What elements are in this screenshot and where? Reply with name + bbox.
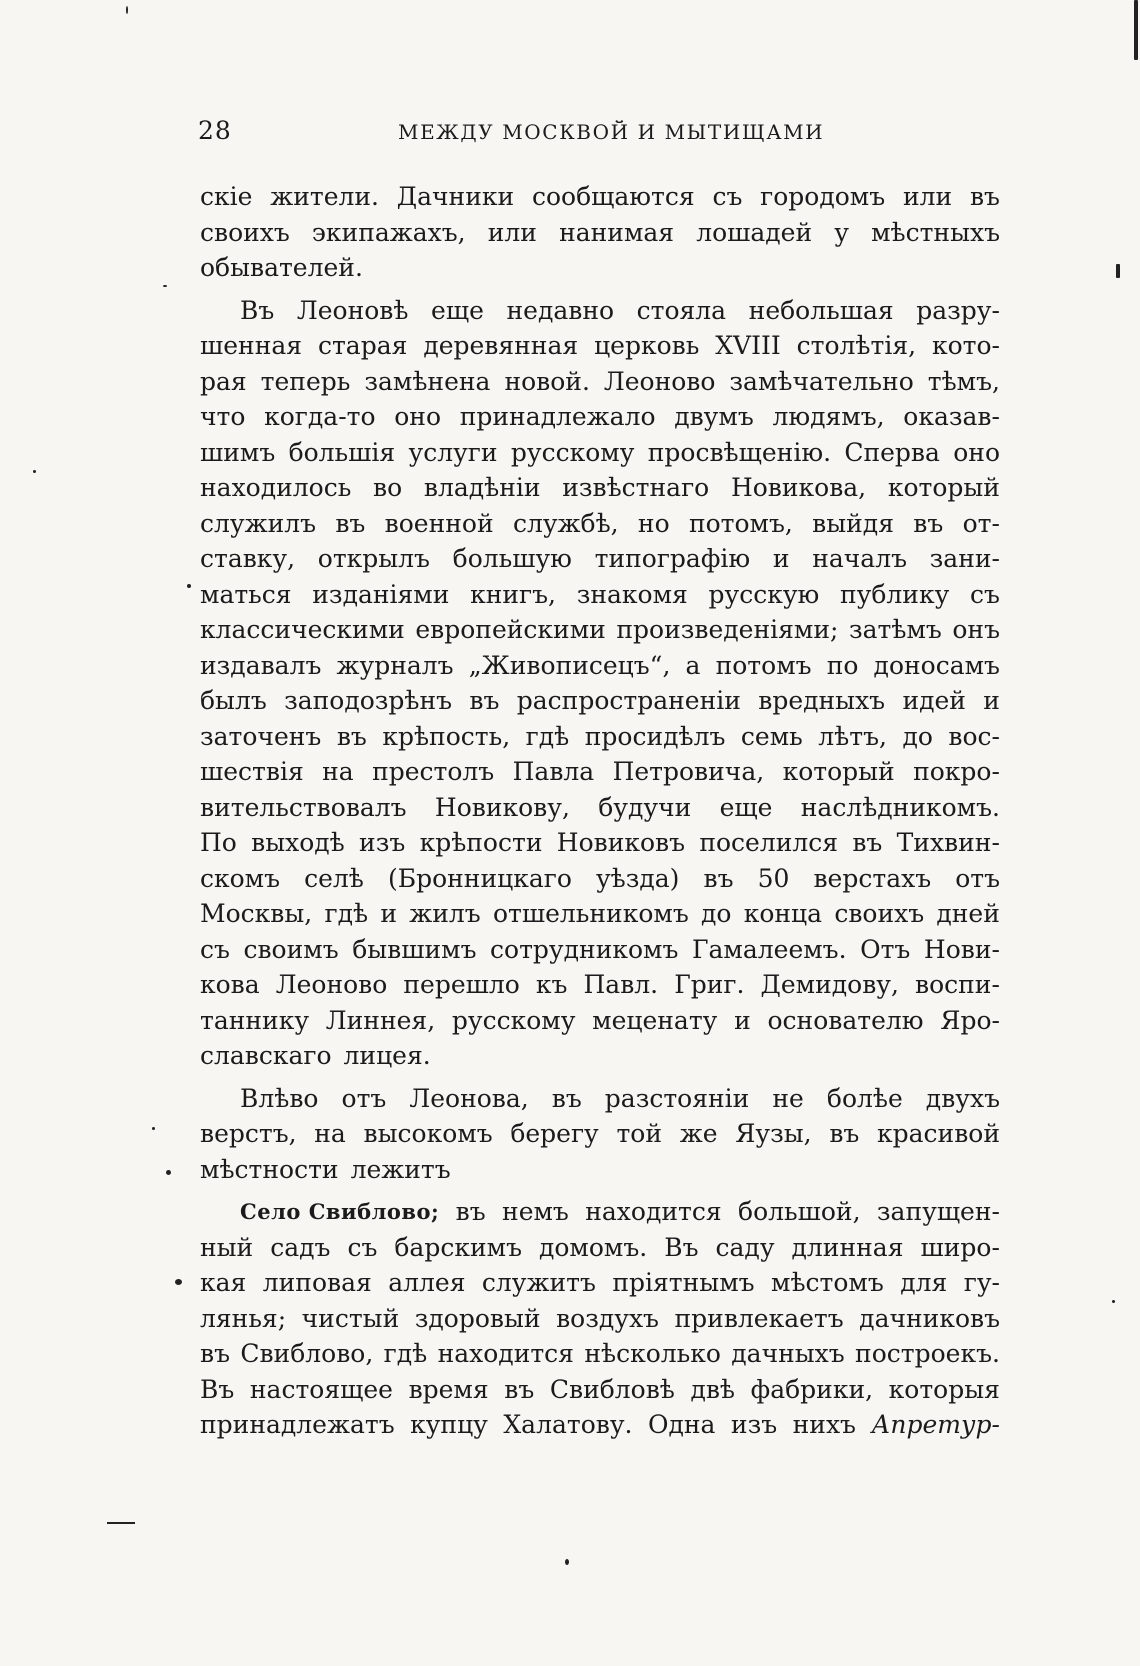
word: нихъ	[792, 1410, 856, 1439]
word: своихъ	[834, 899, 925, 928]
text-line	[200, 1336, 1000, 1372]
word: въ	[336, 721, 367, 751]
text-line	[200, 215, 1000, 251]
word: красивой	[877, 1119, 1000, 1148]
text-line	[200, 967, 1000, 1003]
word: знакомя	[576, 579, 688, 609]
word: которыя	[888, 1374, 1000, 1404]
text-line	[200, 861, 1000, 897]
word: Сперва	[844, 437, 940, 467]
word: въ	[852, 828, 883, 857]
word: изданіями	[312, 579, 450, 609]
word: Леоново	[275, 970, 388, 999]
word: дачныхъ	[731, 1339, 845, 1368]
word: шенная	[200, 331, 303, 360]
word: служилъ	[200, 508, 317, 538]
text-line	[200, 1038, 1000, 1074]
scan-speck	[175, 1279, 182, 1285]
word: и	[983, 686, 1000, 715]
word: Отъ	[860, 934, 911, 964]
word: и	[734, 1005, 751, 1035]
text-line	[200, 1265, 1000, 1301]
word: зани-	[929, 544, 1000, 573]
word: городомъ	[760, 182, 886, 211]
text-line	[200, 1372, 1000, 1408]
word: который	[782, 757, 895, 786]
scan-speck	[1112, 1300, 1115, 1303]
word: Одна	[647, 1410, 716, 1439]
word: и	[772, 544, 790, 573]
word: мѣстомъ	[771, 1268, 884, 1297]
word: служитъ	[481, 1268, 596, 1297]
word: Павл.	[583, 970, 659, 999]
word: Тихвин-	[896, 828, 1000, 857]
word: оказав-	[903, 402, 1000, 431]
word: основателю	[767, 1005, 924, 1035]
word: принадлежало	[459, 402, 656, 431]
word: церковь	[594, 331, 700, 360]
text-line	[200, 179, 1000, 215]
word: людямъ,	[772, 402, 885, 431]
word: время	[408, 1374, 489, 1404]
word: съ	[200, 934, 230, 964]
word: замѣнена	[364, 366, 491, 396]
running-title: МЕЖДУ МОСКВОЙ И МЫТИЩАМИ	[398, 120, 825, 144]
word: дачниковъ	[859, 1303, 1000, 1333]
word: покро-	[913, 757, 1000, 786]
word: фабрики,	[750, 1374, 874, 1404]
word: широ-	[920, 1232, 1000, 1262]
word: Въ	[664, 1232, 699, 1262]
word: верстахъ	[813, 863, 932, 893]
word: жители.	[270, 182, 379, 211]
word: потомъ	[715, 650, 812, 680]
word: еще	[719, 792, 773, 822]
text-line	[200, 648, 1000, 684]
word: недавно	[506, 295, 615, 325]
word: просвѣщенію.	[647, 437, 832, 467]
word: гдѣ	[383, 1339, 428, 1368]
word: Дачники	[396, 182, 515, 211]
word: заподозрѣнъ	[284, 686, 453, 715]
word: Леоново	[603, 366, 716, 396]
word: своимъ	[243, 934, 339, 964]
scan-speck	[163, 285, 167, 287]
word: крѣпости	[419, 828, 543, 857]
text-line	[200, 825, 1000, 861]
word: лицея.	[343, 1041, 431, 1070]
word: воспи-	[915, 970, 1000, 999]
word: нанимая	[559, 217, 675, 247]
word: той	[616, 1119, 663, 1148]
word: отъ	[955, 863, 1000, 893]
word: на	[314, 1119, 346, 1148]
word: разру-	[916, 295, 1000, 325]
word: семь	[740, 721, 803, 751]
word: двухъ	[925, 1083, 1000, 1113]
word: от-	[962, 508, 1000, 538]
word: Въ	[240, 295, 275, 325]
word: онъ	[952, 615, 1000, 644]
word: лянья;	[200, 1303, 287, 1333]
word: поселился	[699, 828, 839, 857]
word: Линнея,	[325, 1005, 436, 1035]
word: Нови-	[923, 934, 1000, 964]
word: кова	[200, 970, 260, 999]
word: мѣстности	[200, 1154, 339, 1184]
word: Гамалеемъ.	[691, 934, 847, 964]
text-line	[200, 577, 1000, 613]
word: европейскими	[415, 615, 606, 644]
word: издавалъ	[200, 650, 322, 680]
word: воздухъ	[556, 1303, 659, 1333]
word: двѣ	[690, 1374, 736, 1404]
word: владѣніи	[423, 473, 541, 502]
word: въ	[969, 182, 1000, 211]
word: своихъ	[200, 217, 290, 247]
word: высокомъ	[363, 1119, 493, 1148]
word: русскую	[708, 579, 820, 609]
word: журналъ	[336, 650, 454, 680]
text-line	[200, 364, 1000, 400]
word: книгъ,	[470, 579, 556, 609]
word: По	[200, 828, 237, 857]
word: обывателей.	[200, 253, 363, 282]
word: наслѣдникомъ.	[800, 792, 1000, 822]
word: кото-	[931, 331, 1000, 360]
word: изъ	[359, 828, 406, 857]
text-line	[200, 1301, 1000, 1337]
word: XVIII	[715, 331, 781, 360]
word: въ	[703, 863, 734, 893]
word: въ	[829, 1119, 860, 1148]
word: лошадей	[696, 217, 813, 247]
word: идей	[902, 686, 966, 715]
word: селѣ	[304, 863, 364, 893]
word: шимъ	[200, 437, 276, 467]
text-line	[200, 1116, 1000, 1152]
word: въ	[551, 1083, 582, 1113]
word: въ	[913, 508, 944, 538]
word: сотрудникомъ	[490, 934, 679, 964]
word: липовая	[262, 1268, 372, 1297]
word: (Бронницкаго	[387, 863, 572, 893]
word: „Живописецъ“,	[468, 650, 671, 680]
word: на	[322, 757, 354, 786]
word: оно	[953, 437, 1000, 467]
word: у	[834, 217, 849, 247]
word: съ	[970, 579, 1000, 609]
word: теперь	[260, 366, 351, 396]
word: военной	[384, 508, 494, 538]
word: домомъ.	[538, 1232, 648, 1262]
word: пріятнымъ	[612, 1268, 755, 1297]
word: извѣстнаго	[562, 473, 710, 502]
word: потомъ,	[688, 508, 793, 538]
word: экипажахъ,	[311, 217, 466, 247]
word: жилъ	[409, 899, 481, 928]
scan-mark-line	[107, 1522, 135, 1524]
word: оно	[394, 402, 441, 431]
word: маться	[200, 579, 292, 609]
word: съ	[347, 1232, 378, 1262]
word: Халатову.	[503, 1410, 633, 1439]
word: во	[373, 473, 403, 502]
word: барскимъ	[394, 1232, 522, 1262]
word: съ	[712, 182, 743, 211]
text-line	[200, 541, 1000, 577]
word: таннику	[200, 1005, 310, 1035]
scan-speck	[565, 1559, 569, 1565]
word: длинная	[791, 1232, 904, 1262]
word: Леонова,	[409, 1083, 529, 1113]
word: службѣ,	[512, 508, 619, 538]
word: или	[487, 217, 537, 247]
word: просидѣлъ	[584, 721, 726, 751]
text-line	[200, 328, 1000, 364]
word: крѣпость,	[382, 721, 511, 751]
word: Свибловѣ	[549, 1374, 675, 1404]
word: настоящее	[249, 1374, 393, 1404]
scan-speck	[1134, 0, 1138, 60]
word: тѣмъ,	[927, 366, 1000, 396]
word: но	[637, 508, 670, 538]
word: публику	[840, 579, 950, 609]
word: здоровый	[414, 1303, 541, 1333]
scan-speck	[166, 1170, 171, 1175]
word: сообщаются	[531, 182, 695, 211]
word: Влѣво	[240, 1083, 319, 1113]
word: мѣстныхъ	[871, 217, 1000, 247]
text-line	[200, 1230, 1000, 1266]
word: распространеніи	[516, 686, 741, 715]
word: берегу	[510, 1119, 599, 1148]
word: по	[826, 650, 859, 680]
text-line	[200, 435, 1000, 471]
text-line	[200, 683, 1000, 719]
word: рая	[200, 366, 247, 396]
word: Яузы,	[735, 1119, 812, 1148]
word: до	[902, 721, 933, 751]
word: находилось	[200, 473, 352, 502]
word: старая	[317, 331, 408, 360]
word: выйдя	[812, 508, 894, 538]
word: Яро-	[940, 1005, 1000, 1035]
word: перешло	[403, 970, 520, 999]
text-line	[200, 1003, 1000, 1039]
word: произведеніями;	[616, 615, 839, 644]
word: гдѣ	[525, 721, 570, 751]
word: русскому	[451, 1005, 576, 1035]
word: или	[902, 182, 953, 211]
body-text	[200, 179, 1000, 1443]
text-line	[200, 293, 1000, 329]
word: а	[685, 650, 701, 680]
text-line	[200, 1081, 1000, 1117]
word: лежитъ	[350, 1154, 451, 1184]
word: въ	[455, 1197, 486, 1226]
text-line	[200, 612, 1000, 648]
word: же	[679, 1119, 718, 1148]
word: бывшимъ	[352, 934, 477, 964]
word: доносамъ	[873, 650, 1000, 680]
bold-lead-phrase: Село Свиблово;	[240, 1199, 440, 1224]
word: находится	[585, 1197, 722, 1226]
word: уѣзда)	[595, 863, 680, 893]
word: скомъ	[200, 863, 281, 893]
word: замѣчательно	[729, 366, 914, 396]
scan-speck	[187, 584, 191, 588]
word: болѣе	[826, 1083, 903, 1113]
text-line	[200, 1194, 1000, 1230]
text-line	[200, 470, 1000, 506]
word: шествія	[200, 757, 304, 786]
word: принадлежатъ	[200, 1410, 395, 1439]
word: еще	[431, 295, 484, 325]
word: престолъ	[372, 757, 495, 786]
word: чистый	[301, 1303, 400, 1333]
word: отъ	[341, 1083, 387, 1113]
word: въ	[335, 508, 366, 538]
word: классическими	[200, 615, 405, 644]
word: въ	[200, 1339, 230, 1368]
word: русскому	[510, 437, 635, 467]
word: въ	[504, 1374, 535, 1404]
word: вредныхъ	[758, 686, 886, 715]
text-line	[200, 399, 1000, 435]
word: Новикова,	[730, 473, 867, 502]
word: отшельникомъ	[492, 899, 689, 928]
word: былъ	[200, 686, 267, 715]
word: столѣтія,	[796, 331, 917, 360]
word: типографію	[594, 544, 751, 573]
word: ный	[200, 1232, 254, 1262]
word: который	[887, 473, 1000, 502]
word: открылъ	[317, 544, 430, 573]
word: къ	[535, 970, 568, 999]
text-line	[200, 896, 1000, 932]
text-line	[200, 790, 1000, 826]
word: большой,	[738, 1197, 861, 1226]
word: для	[900, 1268, 948, 1297]
word: стояла	[636, 295, 727, 325]
word: и	[380, 899, 397, 928]
word: Свиблово,	[240, 1339, 374, 1368]
word: 50	[757, 863, 790, 893]
word: выходѣ	[251, 828, 345, 857]
word: Григ.	[674, 970, 745, 999]
word: Новиковъ	[556, 828, 686, 857]
word: двумъ	[674, 402, 754, 431]
word: разстояніи	[604, 1083, 750, 1113]
scan-speck	[33, 470, 36, 473]
page-header	[198, 116, 998, 156]
word: привлекаетъ	[674, 1303, 844, 1333]
text-line	[200, 932, 1000, 968]
word: вительствовалъ	[200, 792, 407, 822]
italic-continuation: Апретур-	[871, 1410, 1000, 1439]
text-line	[200, 754, 1000, 790]
word: меценату	[592, 1005, 718, 1035]
word: находится	[437, 1339, 574, 1368]
word: ставку,	[200, 544, 296, 573]
word: не	[772, 1083, 804, 1113]
word: лѣтъ,	[818, 721, 887, 751]
word: конца	[743, 899, 823, 928]
word: вос-	[948, 721, 1000, 751]
word: что	[200, 402, 246, 431]
word: верстъ,	[200, 1119, 297, 1148]
word: затѣмъ	[849, 615, 942, 644]
word: началъ	[812, 544, 907, 573]
word: кая	[200, 1268, 247, 1297]
word: когда-то	[264, 402, 376, 431]
page-number: 28	[198, 116, 232, 145]
word: деревянная	[423, 331, 579, 360]
word: услуги	[408, 437, 498, 467]
scan-speck	[126, 6, 128, 14]
text-line	[200, 1152, 1000, 1188]
scan-speck	[152, 1127, 155, 1130]
word: скіе	[200, 182, 253, 211]
text-line	[200, 719, 1000, 755]
word: славскаго	[200, 1041, 332, 1070]
word: Петровича,	[612, 757, 765, 786]
word: дней	[936, 899, 1000, 928]
word: изъ	[730, 1410, 778, 1439]
scan-speck	[1116, 264, 1120, 278]
word: Павла	[512, 757, 595, 786]
word: будучи	[598, 792, 692, 822]
word: садъ	[270, 1232, 331, 1262]
word: запущен-	[876, 1197, 1000, 1226]
word: большую	[452, 544, 572, 573]
text-line	[200, 1407, 1000, 1443]
word: построекъ.	[855, 1339, 1000, 1368]
word: заточенъ	[200, 721, 322, 751]
text-line	[200, 506, 1000, 542]
word: гу-	[963, 1268, 1000, 1297]
word: въ	[469, 686, 500, 715]
word: Новикову,	[434, 792, 570, 822]
word: нѣсколько	[584, 1339, 721, 1368]
word: немъ	[502, 1197, 569, 1226]
word: новой.	[504, 366, 590, 396]
word: небольшая	[748, 295, 894, 325]
word: аллея	[388, 1268, 466, 1297]
text-line	[200, 250, 1000, 286]
word: Демидову,	[760, 970, 899, 999]
word: Въ	[200, 1374, 235, 1404]
word: купцу	[410, 1410, 488, 1439]
word: Москвы,	[200, 899, 313, 928]
word: саду	[715, 1232, 775, 1262]
word: гдѣ	[324, 899, 369, 928]
word: Леоновѣ	[296, 295, 409, 325]
word: большія	[288, 437, 396, 467]
word: до	[701, 899, 732, 928]
